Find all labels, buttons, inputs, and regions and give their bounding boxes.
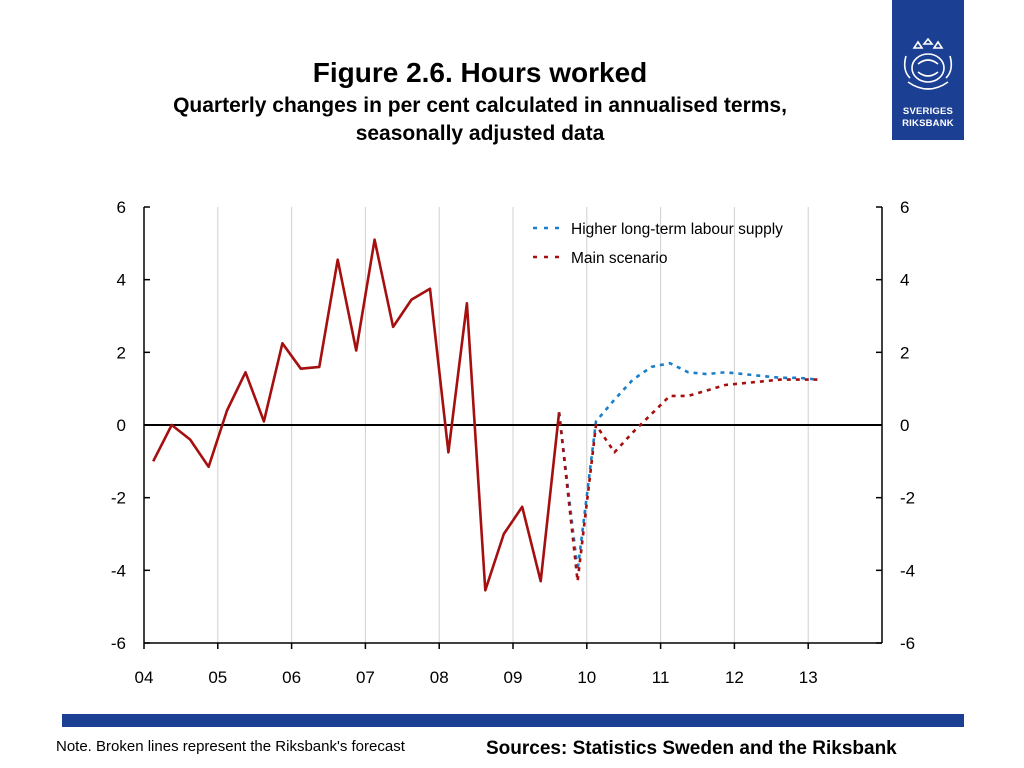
y-tick-label-right: 4 [900,270,910,290]
x-tick-label: 04 [134,668,154,687]
y-tick-label-right: 6 [900,198,910,217]
x-tick-label: 07 [355,668,375,687]
chart-subtitle-line-2: seasonally adjusted data [355,122,605,145]
series-line-higher-long-term-labour-supply [559,363,817,570]
x-tick-label: 12 [724,668,744,687]
logo-text-line-1: SVERIGES [902,106,954,117]
chart-subtitle-line-1: Quarterly changes in per cent calculated in annualised terms, [173,94,787,117]
bottom-bar [62,714,964,727]
y-tick-label-right: 2 [900,343,910,363]
legend-label: Main scenario [571,250,668,267]
x-tick-label: 13 [798,668,818,687]
sources-text: Sources: Statistics Sweden and the Riksbank [486,738,897,759]
y-tick-label-left: 0 [116,416,126,435]
y-tick-label-left: 6 [116,198,126,217]
y-tick-label-left: -6 [110,634,126,653]
x-tick-label: 11 [651,668,670,687]
y-tick-label-right: 0 [900,416,910,435]
y-tick-label-left: 4 [116,270,126,290]
x-tick-label: 09 [503,668,523,687]
x-tick-label: 08 [429,668,449,687]
y-tick-label-left: -2 [110,488,126,508]
series-line-outcome [153,240,559,591]
y-tick-label-left: 2 [116,343,126,363]
x-tick-label: 06 [282,668,302,687]
x-tick-label: 05 [208,668,228,687]
y-tick-label-right: -6 [900,634,916,653]
chart-title: Figure 2.6. Hours worked [312,57,648,88]
series-line-main-scenario [559,380,817,582]
footnote: Note. Broken lines represent the Riksbank's forecast [56,738,405,755]
y-tick-label-left: -4 [110,561,126,581]
y-tick-label-right: -2 [900,488,916,508]
y-tick-label-right: -4 [900,561,916,581]
logo-text-line-2: RIKSBANK [902,118,954,129]
legend-label: Higher long-term labour supply [571,221,783,238]
x-tick-label: 10 [577,668,597,687]
